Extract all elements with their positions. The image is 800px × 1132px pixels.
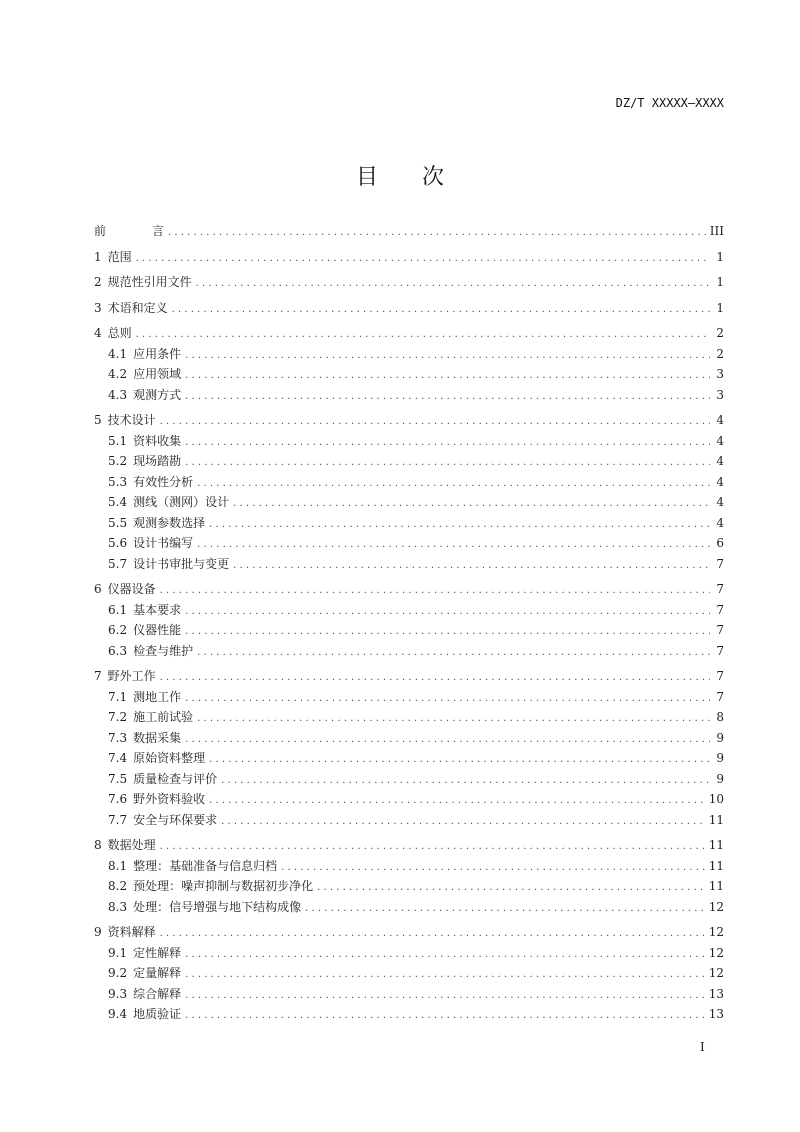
toc-leader-dots — [197, 709, 710, 730]
toc-entry[interactable] — [94, 789, 724, 810]
toc-entry-label: 整理：基础准备与信息归档 — [133, 858, 278, 873]
toc-entry[interactable] — [94, 876, 724, 897]
toc-entry-number: 9 — [94, 925, 102, 939]
toc-entry-number: 6.3 — [108, 643, 128, 658]
toc-entry-number: 5.6 — [108, 536, 128, 550]
toc-leader-dots — [185, 689, 710, 710]
toc-entry[interactable] — [94, 410, 724, 431]
toc-entry-label: 基本要求 — [133, 602, 182, 617]
toc-entry-label: 应用领域 — [133, 367, 182, 381]
toc-entry-label: 测地工作 — [133, 689, 182, 704]
toc-entry-page: 4 — [716, 474, 724, 489]
toc-leader-dots — [185, 433, 710, 454]
toc-entry-page: 4 — [716, 495, 724, 509]
toc-entry[interactable] — [94, 984, 724, 1005]
toc-entry[interactable] — [94, 554, 724, 575]
toc-leader-dots — [168, 223, 706, 244]
toc-entry-label: 数据处理 — [107, 838, 156, 852]
toc-entry-page: 4 — [716, 413, 724, 427]
toc-entry[interactable] — [94, 748, 724, 769]
toc-entry[interactable] — [94, 728, 724, 749]
toc-entry-page: 7 — [716, 623, 724, 637]
toc-entry[interactable] — [94, 472, 724, 493]
toc-entry-number: 4.2 — [108, 367, 128, 381]
toc-entry-label: 野外工作 — [107, 669, 156, 683]
toc-entry-number: 7.1 — [108, 689, 128, 704]
toc-entry[interactable] — [94, 533, 724, 554]
toc-entry[interactable] — [94, 513, 724, 534]
toc-entry-label: 质量检查与评价 — [133, 771, 218, 786]
toc-entry[interactable] — [94, 620, 724, 641]
toc-entry-page: 6 — [716, 536, 724, 550]
toc-entry-page: 13 — [708, 986, 724, 1001]
toc-leader-dots — [172, 300, 710, 321]
toc-leader-dots — [185, 965, 705, 986]
toc-entry[interactable] — [94, 600, 724, 621]
toc-entry-page: 12 — [708, 925, 724, 939]
document-code: DZ/T XXXXX—XXXX — [615, 96, 724, 110]
toc-entry-foreword[interactable] — [94, 221, 724, 242]
toc-entry-number: 6 — [94, 582, 102, 596]
toc-entry[interactable] — [94, 579, 724, 600]
toc-entry-number: 2 — [94, 275, 102, 289]
toc-entry-label: 规范性引用文件 — [107, 275, 192, 289]
toc-entry-page: 4 — [716, 454, 724, 468]
toc-entry-number: 8 — [94, 838, 102, 852]
toc-entry-page: 11 — [708, 858, 724, 873]
toc-entry-number: 5.4 — [108, 495, 128, 509]
toc-entry[interactable] — [94, 364, 724, 385]
toc-leader-dots — [185, 986, 705, 1007]
toc-entry-number: 9.2 — [108, 966, 128, 980]
toc-title-char-2: 次 — [422, 165, 445, 190]
toc-entry-label: 范围 — [107, 249, 132, 264]
toc-entry-number: 8.2 — [108, 879, 128, 893]
toc-leader-dots — [160, 581, 710, 602]
toc-entry-label: 野外资料验收 — [133, 792, 206, 806]
toc-entry-page: 7 — [716, 669, 724, 683]
toc-entry[interactable] — [94, 1004, 724, 1025]
toc-entry-page: 3 — [716, 367, 724, 381]
toc-entry-number: 7.2 — [108, 710, 128, 724]
toc-leader-dots — [136, 325, 710, 346]
toc-entry-label: 仪器设备 — [107, 582, 156, 596]
toc-entry-label: 应用条件 — [133, 346, 182, 361]
toc-entry-label: 定量解释 — [133, 966, 182, 980]
toc-entry[interactable] — [94, 687, 724, 708]
toc-entry-page: 1 — [716, 300, 724, 315]
toc-leader-dots — [185, 366, 710, 387]
toc-leader-dots — [197, 474, 710, 495]
toc-entry-number: 8.3 — [108, 899, 128, 914]
toc-entry-page: 4 — [716, 515, 724, 530]
toc-entry-number: 9.1 — [108, 945, 128, 960]
toc-entry-page: 11 — [708, 812, 724, 827]
toc-leader-dots — [185, 602, 710, 623]
toc-entry-number: 6.1 — [108, 602, 128, 617]
toc-entry-number: 9.3 — [108, 986, 128, 1001]
toc-entry-page: 7 — [716, 689, 724, 704]
toc-leader-dots — [185, 346, 710, 367]
toc-entry[interactable] — [94, 247, 724, 268]
toc-entry[interactable] — [94, 641, 724, 662]
toc-leader-dots — [136, 249, 710, 270]
toc-entry[interactable] — [94, 943, 724, 964]
toc-entry-label: 检查与维护 — [133, 643, 194, 658]
toc-leader-dots — [233, 556, 710, 577]
toc-leader-dots — [160, 837, 705, 858]
toc-entry[interactable] — [94, 431, 724, 452]
toc-entry-number: 4.1 — [108, 346, 128, 361]
toc-entry-number: 7 — [94, 669, 102, 683]
toc-entry-number: 1 — [94, 249, 102, 264]
toc-entry-page: 12 — [708, 966, 724, 980]
toc-entry-page: 1 — [716, 275, 724, 289]
toc-entry-page: 7 — [716, 582, 724, 596]
toc-leader-dots — [185, 622, 710, 643]
toc-leader-dots — [185, 730, 710, 751]
toc-entry-page: 9 — [716, 751, 724, 765]
toc-entry-label: 资料收集 — [133, 433, 182, 448]
page-number: I — [700, 1040, 705, 1054]
toc-entry-page: 2 — [716, 326, 724, 340]
toc-entry-page: 12 — [708, 945, 724, 960]
toc-entry[interactable] — [94, 385, 724, 406]
toc-entry[interactable] — [94, 856, 724, 877]
toc-entry[interactable] — [94, 963, 724, 984]
toc-leader-dots — [185, 453, 710, 474]
toc-entry-page: 11 — [708, 838, 724, 852]
toc-entry[interactable] — [94, 769, 724, 790]
toc-leader-dots — [305, 899, 705, 920]
toc-entry-number: 7.6 — [108, 792, 128, 806]
toc-entry-label: 定性解释 — [133, 945, 182, 960]
toc-leader-dots — [317, 878, 705, 899]
toc-entry[interactable] — [94, 492, 724, 513]
toc-entry-label: 施工前试验 — [133, 710, 194, 724]
toc-entry[interactable] — [94, 835, 724, 856]
toc-entry-page: 1 — [716, 249, 724, 264]
toc-entry-number: 7.4 — [108, 751, 128, 765]
toc-leader-dots — [209, 791, 705, 812]
toc-entry-number: 9.4 — [108, 1007, 128, 1021]
toc-entry[interactable] — [94, 810, 724, 831]
toc-leader-dots — [233, 494, 710, 515]
toc-entry-label: 综合解释 — [133, 986, 182, 1001]
toc-entry-label: 资料解释 — [107, 925, 156, 939]
toc-entry-label: 观测参数选择 — [133, 515, 206, 530]
toc-title-char-1: 目 — [355, 165, 378, 190]
toc-entry-label: 现场踏勘 — [133, 454, 182, 468]
toc-leader-dots — [160, 412, 710, 433]
toc-entry-page: 11 — [708, 879, 724, 893]
toc-entry-label: 设计书审批与变更 — [133, 556, 230, 571]
toc-leader-dots — [221, 812, 705, 833]
toc-leader-dots — [185, 1006, 705, 1027]
toc-entry-number: 4 — [94, 326, 102, 340]
toc-entry-number: 6.2 — [108, 623, 128, 637]
toc-entry-label: 术语和定义 — [107, 300, 168, 315]
toc-entry-page: 9 — [716, 771, 724, 786]
toc-entry-label: 处理：信号增强与地下结构成像 — [133, 899, 302, 914]
toc-entry-page: III — [709, 224, 724, 238]
toc-entry-label: 数据采集 — [133, 730, 182, 745]
toc-entry[interactable] — [94, 666, 724, 687]
toc-entry-page: 2 — [716, 346, 724, 361]
toc-entry[interactable] — [94, 451, 724, 472]
toc-entry-label: 有效性分析 — [133, 474, 194, 489]
toc-leader-dots — [281, 858, 705, 879]
toc-entry-number: 3 — [94, 300, 102, 315]
toc-entry-number: 5 — [94, 413, 102, 427]
toc-entry-number: 5.3 — [108, 474, 128, 489]
toc-entry-number: 5.7 — [108, 556, 128, 571]
toc-entry[interactable] — [94, 272, 724, 293]
toc-leader-dots — [160, 668, 710, 689]
toc-entry-page: 7 — [716, 556, 724, 571]
toc-entry-label: 观测方式 — [133, 387, 182, 402]
toc-leader-dots — [209, 515, 710, 536]
toc-entry-page: 7 — [716, 602, 724, 617]
toc-entry[interactable] — [94, 298, 724, 319]
toc-entry-page: 3 — [716, 387, 724, 402]
toc-entry-page: 4 — [716, 433, 724, 448]
table-of-contents — [94, 221, 724, 1025]
toc-entry-number: 4.3 — [108, 387, 128, 402]
toc-leader-dots — [221, 771, 710, 792]
toc-entry-page: 10 — [708, 792, 724, 806]
toc-entry[interactable] — [94, 707, 724, 728]
toc-entry[interactable] — [94, 344, 724, 365]
toc-leader-dots — [196, 274, 710, 295]
toc-entry-label: 设计书编写 — [133, 536, 194, 550]
toc-leader-dots — [197, 643, 710, 664]
toc-leader-dots — [185, 945, 705, 966]
toc-entry-page: 7 — [716, 643, 724, 658]
toc-entry-label: 安全与环保要求 — [133, 812, 218, 827]
toc-entry-label: 总则 — [107, 326, 132, 340]
toc-title — [0, 160, 800, 191]
toc-entry-label: 技术设计 — [107, 413, 156, 427]
toc-entry[interactable] — [94, 922, 724, 943]
toc-entry-label: 地质验证 — [133, 1007, 182, 1021]
toc-entry-label: 前 言 — [94, 224, 165, 238]
toc-entry-page: 12 — [708, 899, 724, 914]
toc-entry-label: 测线（测网）设计 — [133, 495, 230, 509]
toc-leader-dots — [160, 924, 705, 945]
toc-entry-number: 7.7 — [108, 812, 128, 827]
toc-entry-number: 8.1 — [108, 858, 128, 873]
toc-entry-number: 5.2 — [108, 454, 128, 468]
toc-entry-label: 预处理：噪声抑制与数据初步净化 — [133, 879, 314, 893]
toc-entry-number: 7.5 — [108, 771, 128, 786]
toc-entry-number: 7.3 — [108, 730, 128, 745]
toc-leader-dots — [209, 750, 710, 771]
toc-entry-label: 原始资料整理 — [133, 751, 206, 765]
toc-entry-page: 9 — [716, 730, 724, 745]
toc-entry[interactable] — [94, 323, 724, 344]
toc-leader-dots — [197, 535, 710, 556]
toc-entry-page: 8 — [716, 710, 724, 724]
toc-entry-number: 5.5 — [108, 515, 128, 530]
toc-entry-label: 仪器性能 — [133, 623, 182, 637]
toc-leader-dots — [185, 387, 710, 408]
toc-entry-number: 5.1 — [108, 433, 128, 448]
toc-entry[interactable] — [94, 897, 724, 918]
toc-entry-page: 13 — [708, 1007, 724, 1021]
